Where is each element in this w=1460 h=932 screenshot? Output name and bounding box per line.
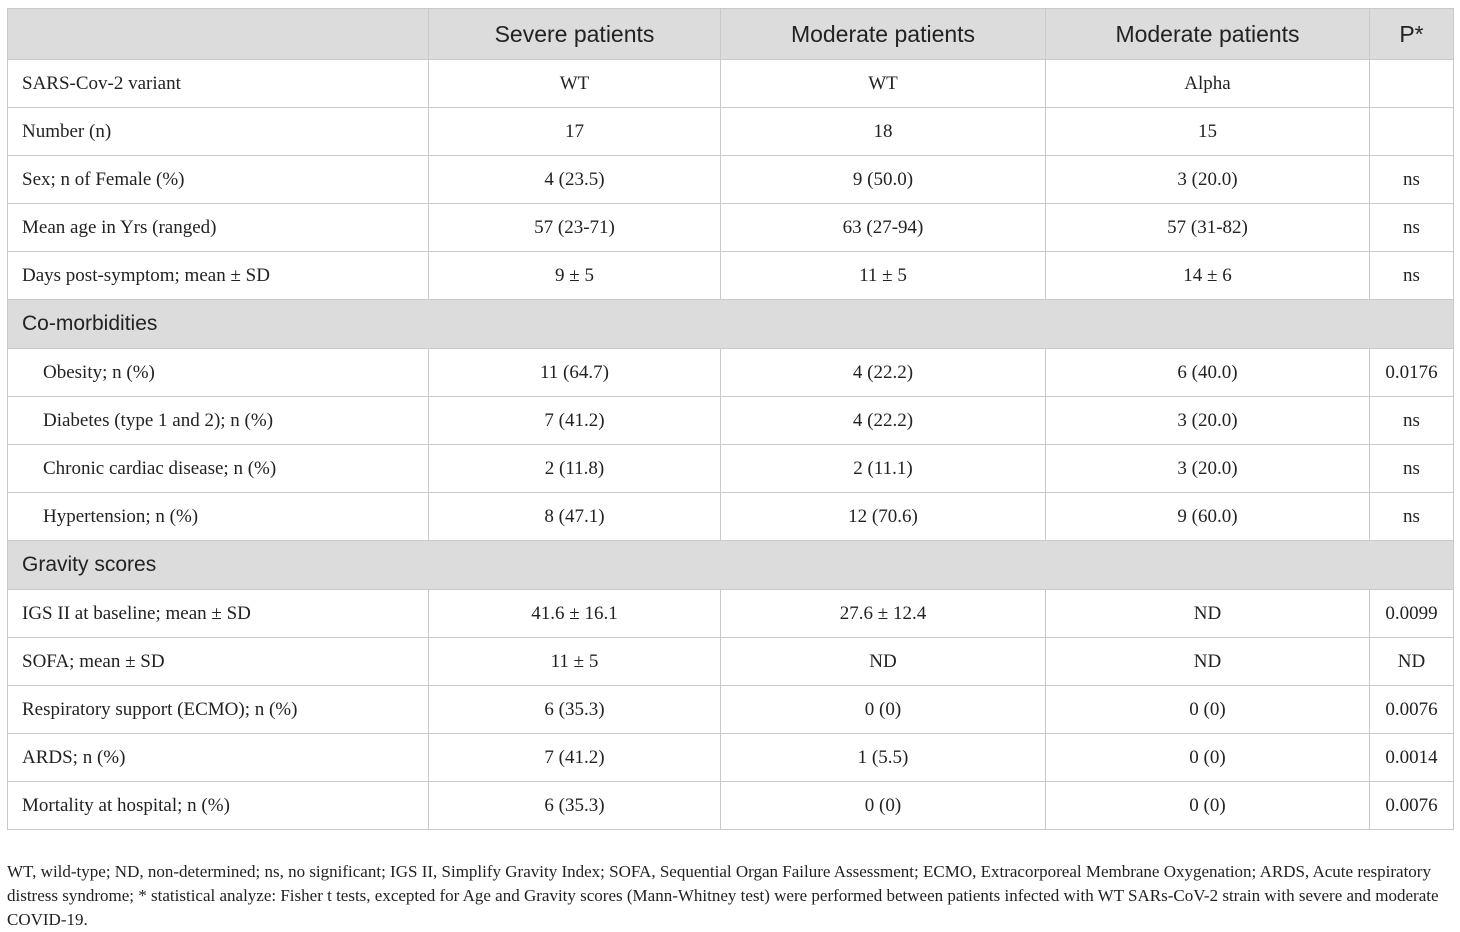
table-row — [8, 782, 1454, 830]
row-label: Obesity; n (%) — [8, 349, 429, 397]
table-row — [8, 397, 1454, 445]
row-label: Sex; n of Female (%) — [8, 156, 429, 204]
moderate-alpha-value: 9 (60.0) — [1046, 493, 1370, 541]
table-row — [8, 204, 1454, 252]
table-row — [8, 734, 1454, 782]
p-value: 0.0176 — [1370, 349, 1454, 397]
p-value: ns — [1370, 397, 1454, 445]
table-row — [8, 156, 1454, 204]
moderate-wt-value: WT — [721, 60, 1046, 108]
row-label: Respiratory support (ECMO); n (%) — [8, 686, 429, 734]
moderate-alpha-value: 15 — [1046, 108, 1370, 156]
row-label: ARDS; n (%) — [8, 734, 429, 782]
moderate-alpha-value: 6 (40.0) — [1046, 349, 1370, 397]
severe-value: 17 — [429, 108, 721, 156]
p-value — [1370, 60, 1454, 108]
section-row-comorbidities — [8, 300, 1454, 349]
moderate-wt-value: 1 (5.5) — [721, 734, 1046, 782]
header-p-value: P* — [1370, 9, 1454, 60]
table-footnote: WT, wild-type; ND, non-determined; ns, no significant; IGS II, Simplify Gravity Index; SOFA, Sequential Organ Failure Assessment; ECMO, Extracorporeal Membrane Oxygenation; ARDS, Acute respiratory distress syndrome; * statistical analyze: Fisher t tests, excepted for Age and Gravity scores (Mann-Whitney test) were performed between patients infected with WT SARs-CoV-2 strain with severe and moderate COVID-19. — [7, 862, 1439, 929]
section-heading-gravity-scores: Gravity scores — [8, 541, 1454, 590]
moderate-wt-value: 0 (0) — [721, 782, 1046, 830]
header-severe-patients: Severe patients — [429, 9, 721, 60]
row-label: Mortality at hospital; n (%) — [8, 782, 429, 830]
p-value: ns — [1370, 445, 1454, 493]
row-label: SARS-Cov-2 variant — [8, 60, 429, 108]
moderate-wt-value: 12 (70.6) — [721, 493, 1046, 541]
severe-value: 7 (41.2) — [429, 734, 721, 782]
header-cell-empty — [8, 9, 429, 60]
p-value: 0.0099 — [1370, 590, 1454, 638]
row-label: Mean age in Yrs (ranged) — [8, 204, 429, 252]
severe-value: 6 (35.3) — [429, 782, 721, 830]
p-value: 0.0076 — [1370, 782, 1454, 830]
p-value: ns — [1370, 252, 1454, 300]
moderate-alpha-value: 3 (20.0) — [1046, 156, 1370, 204]
p-value: ns — [1370, 493, 1454, 541]
table-header-row — [8, 9, 1454, 60]
severe-value: 57 (23-71) — [429, 204, 721, 252]
moderate-alpha-value: 3 (20.0) — [1046, 445, 1370, 493]
moderate-alpha-value: 57 (31-82) — [1046, 204, 1370, 252]
moderate-alpha-value: ND — [1046, 638, 1370, 686]
moderate-alpha-value: 3 (20.0) — [1046, 397, 1370, 445]
table-row — [8, 252, 1454, 300]
moderate-wt-value: 2 (11.1) — [721, 445, 1046, 493]
table-row — [8, 60, 1454, 108]
moderate-wt-value: 4 (22.2) — [721, 397, 1046, 445]
moderate-wt-value: 27.6 ± 12.4 — [721, 590, 1046, 638]
moderate-wt-value: 63 (27-94) — [721, 204, 1046, 252]
moderate-wt-value: 18 — [721, 108, 1046, 156]
severe-value: 11 (64.7) — [429, 349, 721, 397]
section-heading-comorbidities: Co-morbidities — [8, 300, 1454, 349]
moderate-alpha-value: ND — [1046, 590, 1370, 638]
p-value: 0.0076 — [1370, 686, 1454, 734]
row-label: Number (n) — [8, 108, 429, 156]
severe-value: 7 (41.2) — [429, 397, 721, 445]
table-row — [8, 349, 1454, 397]
row-label: Diabetes (type 1 and 2); n (%) — [8, 397, 429, 445]
table-row — [8, 686, 1454, 734]
p-value — [1370, 108, 1454, 156]
row-label: Hypertension; n (%) — [8, 493, 429, 541]
moderate-wt-value: 4 (22.2) — [721, 349, 1046, 397]
moderate-alpha-value: 14 ± 6 — [1046, 252, 1370, 300]
p-value: 0.0014 — [1370, 734, 1454, 782]
p-value: ND — [1370, 638, 1454, 686]
moderate-alpha-value: 0 (0) — [1046, 734, 1370, 782]
moderate-wt-value: 11 ± 5 — [721, 252, 1046, 300]
row-label: IGS II at baseline; mean ± SD — [8, 590, 429, 638]
p-value: ns — [1370, 204, 1454, 252]
section-row-gravity-scores — [8, 541, 1454, 590]
row-label: Days post-symptom; mean ± SD — [8, 252, 429, 300]
moderate-alpha-value: Alpha — [1046, 60, 1370, 108]
severe-value: 6 (35.3) — [429, 686, 721, 734]
header-moderate-patients-wt: Moderate patients — [721, 9, 1046, 60]
patient-characteristics-table — [7, 8, 1454, 830]
severe-value: WT — [429, 60, 721, 108]
moderate-wt-value: 9 (50.0) — [721, 156, 1046, 204]
moderate-alpha-value: 0 (0) — [1046, 782, 1370, 830]
moderate-wt-value: 0 (0) — [721, 686, 1046, 734]
row-label: Chronic cardiac disease; n (%) — [8, 445, 429, 493]
severe-value: 41.6 ± 16.1 — [429, 590, 721, 638]
severe-value: 11 ± 5 — [429, 638, 721, 686]
table-row — [8, 590, 1454, 638]
severe-value: 9 ± 5 — [429, 252, 721, 300]
moderate-alpha-value: 0 (0) — [1046, 686, 1370, 734]
table-row — [8, 493, 1454, 541]
row-label: SOFA; mean ± SD — [8, 638, 429, 686]
severe-value: 4 (23.5) — [429, 156, 721, 204]
severe-value: 8 (47.1) — [429, 493, 721, 541]
moderate-wt-value: ND — [721, 638, 1046, 686]
table-row — [8, 445, 1454, 493]
severe-value: 2 (11.8) — [429, 445, 721, 493]
p-value: ns — [1370, 156, 1454, 204]
table-row — [8, 108, 1454, 156]
table-row — [8, 638, 1454, 686]
patient-characteristics-table-container — [7, 8, 1453, 830]
header-moderate-patients-alpha: Moderate patients — [1046, 9, 1370, 60]
